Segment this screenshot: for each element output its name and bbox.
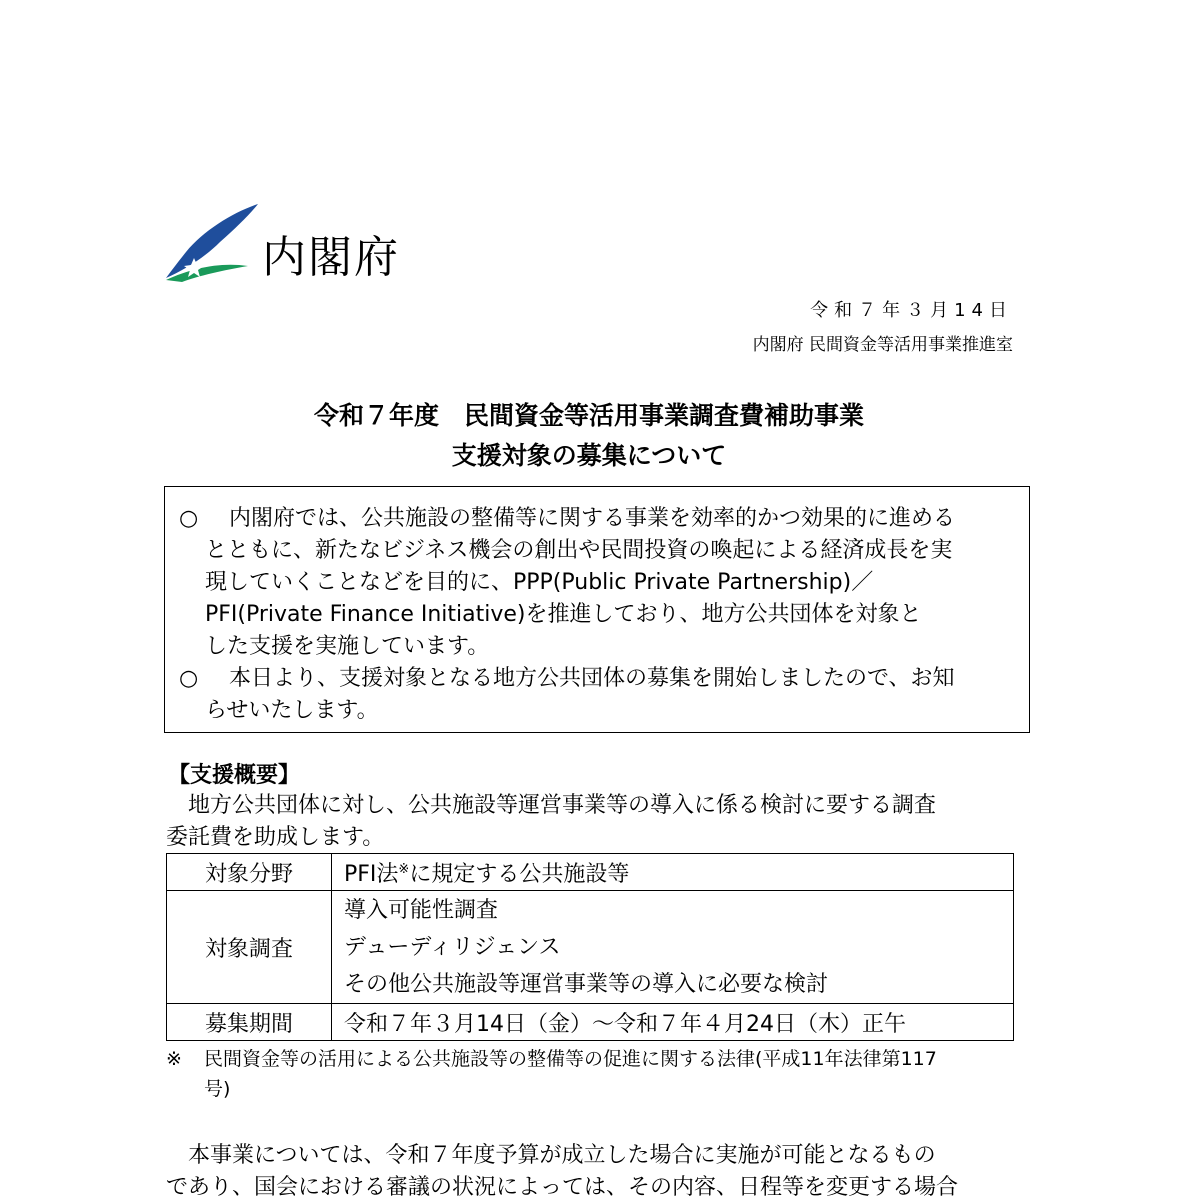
- application-period-value: 令和７年３月14日（金）～令和７年４月24日（木）正午: [332, 1004, 1014, 1041]
- target-survey-item: 導入可能性調査: [344, 897, 499, 923]
- summary-box: [164, 486, 1030, 733]
- summary-item2-line: らせいたします。: [205, 698, 379, 723]
- closing-paragraph-line: 本事業については、令和７年度予算が成立した場合に実施が可能となるもの: [188, 1143, 936, 1168]
- bullet-circle-icon: ○: [179, 666, 199, 691]
- issuing-office: 内閣府 民間資金等活用事業推進室: [752, 335, 1013, 355]
- table-row: [167, 1004, 1014, 1041]
- target-field-value-suffix: に規定する公共施設等: [409, 861, 630, 887]
- target-survey-item: その他公共施設等運営事業等の導入に必要な検討: [344, 971, 829, 997]
- support-intro-line: 地方公共団体に対し、公共施設等運営事業等の導入に係る検討に要する調査: [188, 793, 937, 818]
- target-survey-label: 対象調査: [167, 891, 332, 1004]
- summary-item1-line: 現していくことなどを目的に、PPP(Public Private Partnership)／: [205, 570, 874, 595]
- footnote-line: 号): [204, 1078, 231, 1100]
- support-overview-heading: 【支援概要】: [168, 763, 301, 788]
- support-details-table: [166, 853, 1014, 1041]
- summary-item1-line: とともに、新たなビジネス機会の創出や民間投資の喚起による経済成長を実: [205, 538, 953, 563]
- table-row: [167, 891, 1014, 1004]
- target-field-value-prefix: PFI法: [344, 861, 399, 887]
- footnote-mark: ※: [398, 861, 410, 877]
- bullet-circle-icon: ○: [179, 506, 199, 531]
- table-row: [167, 854, 1014, 891]
- footnote-line: 民間資金等の活用による公共施設等の整備等の促進に関する法律(平成11年法律第117: [204, 1048, 937, 1070]
- summary-item2-line: 本日より、支援対象となる地方公共団体の募集を開始しましたので、お知: [229, 666, 955, 691]
- support-intro-line: 委託費を助成します。: [166, 825, 385, 850]
- application-period-label: 募集期間: [167, 1004, 332, 1041]
- document-title-line-2: 支援対象の募集について: [451, 441, 727, 470]
- summary-item1-line: PFI(Private Finance Initiative)を推進しており、地方公共団体を対象と: [205, 602, 922, 627]
- target-field-label: 対象分野: [167, 854, 332, 891]
- summary-item1-line: した支援を実施しています。: [205, 634, 490, 659]
- footnote-mark: ※: [166, 1048, 182, 1070]
- logo-wordmark: 内閣府: [262, 232, 400, 283]
- document-title-line-1: 令和７年度 民間資金等活用事業調査費補助事業: [313, 401, 864, 430]
- closing-paragraph-line: であり、国会における審議の状況によっては、その内容、日程等を変更する場合: [166, 1175, 959, 1200]
- target-survey-values: [332, 891, 1014, 1004]
- target-survey-item: デューディリジェンス: [344, 934, 561, 960]
- cabinet-office-emblem-icon: [164, 200, 260, 284]
- cabinet-office-logo: [164, 200, 424, 290]
- release-date: 令和７年３月14日: [810, 300, 1013, 321]
- summary-item1-line: 内閣府では、公共施設の整備等に関する事業を効率的かつ効果的に進める: [229, 506, 956, 531]
- target-field-value: [332, 854, 1014, 891]
